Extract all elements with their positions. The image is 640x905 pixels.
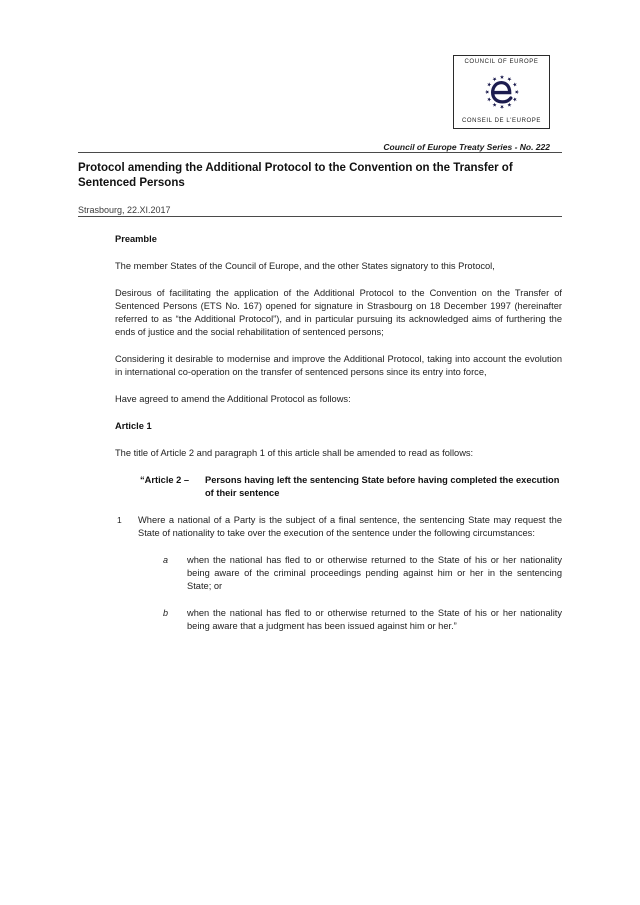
header-divider xyxy=(78,152,562,153)
paragraph-signatory: The member States of the Council of Europe, and the other States signatory to this Protocol, xyxy=(115,261,495,271)
paragraph-considering: Considering it desirable to modernise and improve the Additional Protocol, taking into account the evolution in international co-operation on the transfer of sentenced persons since its entry into force, xyxy=(115,354,562,377)
council-of-europe-emblem-icon xyxy=(480,71,524,113)
document-title: Protocol amending the Additional Protocol to the Convention on the Transfer of Sentenced Persons xyxy=(78,162,513,189)
council-of-europe-logo-box xyxy=(453,55,550,129)
place-date-line: Strasbourg, 22.XI.2017 xyxy=(78,205,171,215)
preamble-heading: Preamble xyxy=(115,234,157,244)
subparagraph-a-text: when the national has fled to or otherwise returned to the State of his or her nationality being aware of the criminal proceedings pending against him or her in the sentencing State; or xyxy=(187,555,562,591)
document-body xyxy=(78,233,562,633)
amended-article-2-title: Persons having left the sentencing State before having completed the execution of their sentence xyxy=(205,475,560,498)
subparagraph-b xyxy=(115,607,562,633)
amended-article-2-label: “Article 2 – xyxy=(140,475,190,485)
paragraph-1-text: Where a national of a Party is the subject of a final sentence, the sentencing State may request the State of nationality to take over the execution of the sentence under the following circumstances: xyxy=(138,515,562,538)
subparagraph-b-marker: b xyxy=(163,608,169,618)
subparagraph-b-text: when the national has fled to or otherwise returned to the State of his or her nationality being aware that a judgment has been issued against him or her.” xyxy=(187,608,562,631)
numbered-paragraph-1 xyxy=(115,514,562,540)
body-divider xyxy=(78,216,562,217)
logo-top-caption: COUNCIL OF EUROPE xyxy=(464,59,539,65)
article-1-heading: Article 1 xyxy=(115,421,152,431)
subparagraph-a xyxy=(115,554,562,593)
paragraph-1-marker: 1 xyxy=(117,515,122,525)
article-1-intro: The title of Article 2 and paragraph 1 of this article shall be amended to read as follows: xyxy=(115,448,474,458)
paragraph-agreed: Have agreed to amend the Additional Protocol as follows: xyxy=(115,394,351,404)
paragraph-desirous: Desirous of facilitating the application of the Additional Protocol to the Convention on the Transfer of Sentenced Persons (ETS No. 167) opened for signature in Strasbourg on 18 December 1997 (hereinafter referred to as “the Additional Protocol”), and in particular pursuing its acknowledged aims of furthering the ends of justice and the social rehabilitation of sentenced persons; xyxy=(115,288,562,337)
subparagraph-a-marker: a xyxy=(163,555,169,565)
amended-article-2-heading xyxy=(140,474,562,500)
logo-bottom-caption: CONSEIL DE L'EUROPE xyxy=(461,118,541,124)
treaty-series-label: Council of Europe Treaty Series - No. 222 xyxy=(383,142,550,152)
